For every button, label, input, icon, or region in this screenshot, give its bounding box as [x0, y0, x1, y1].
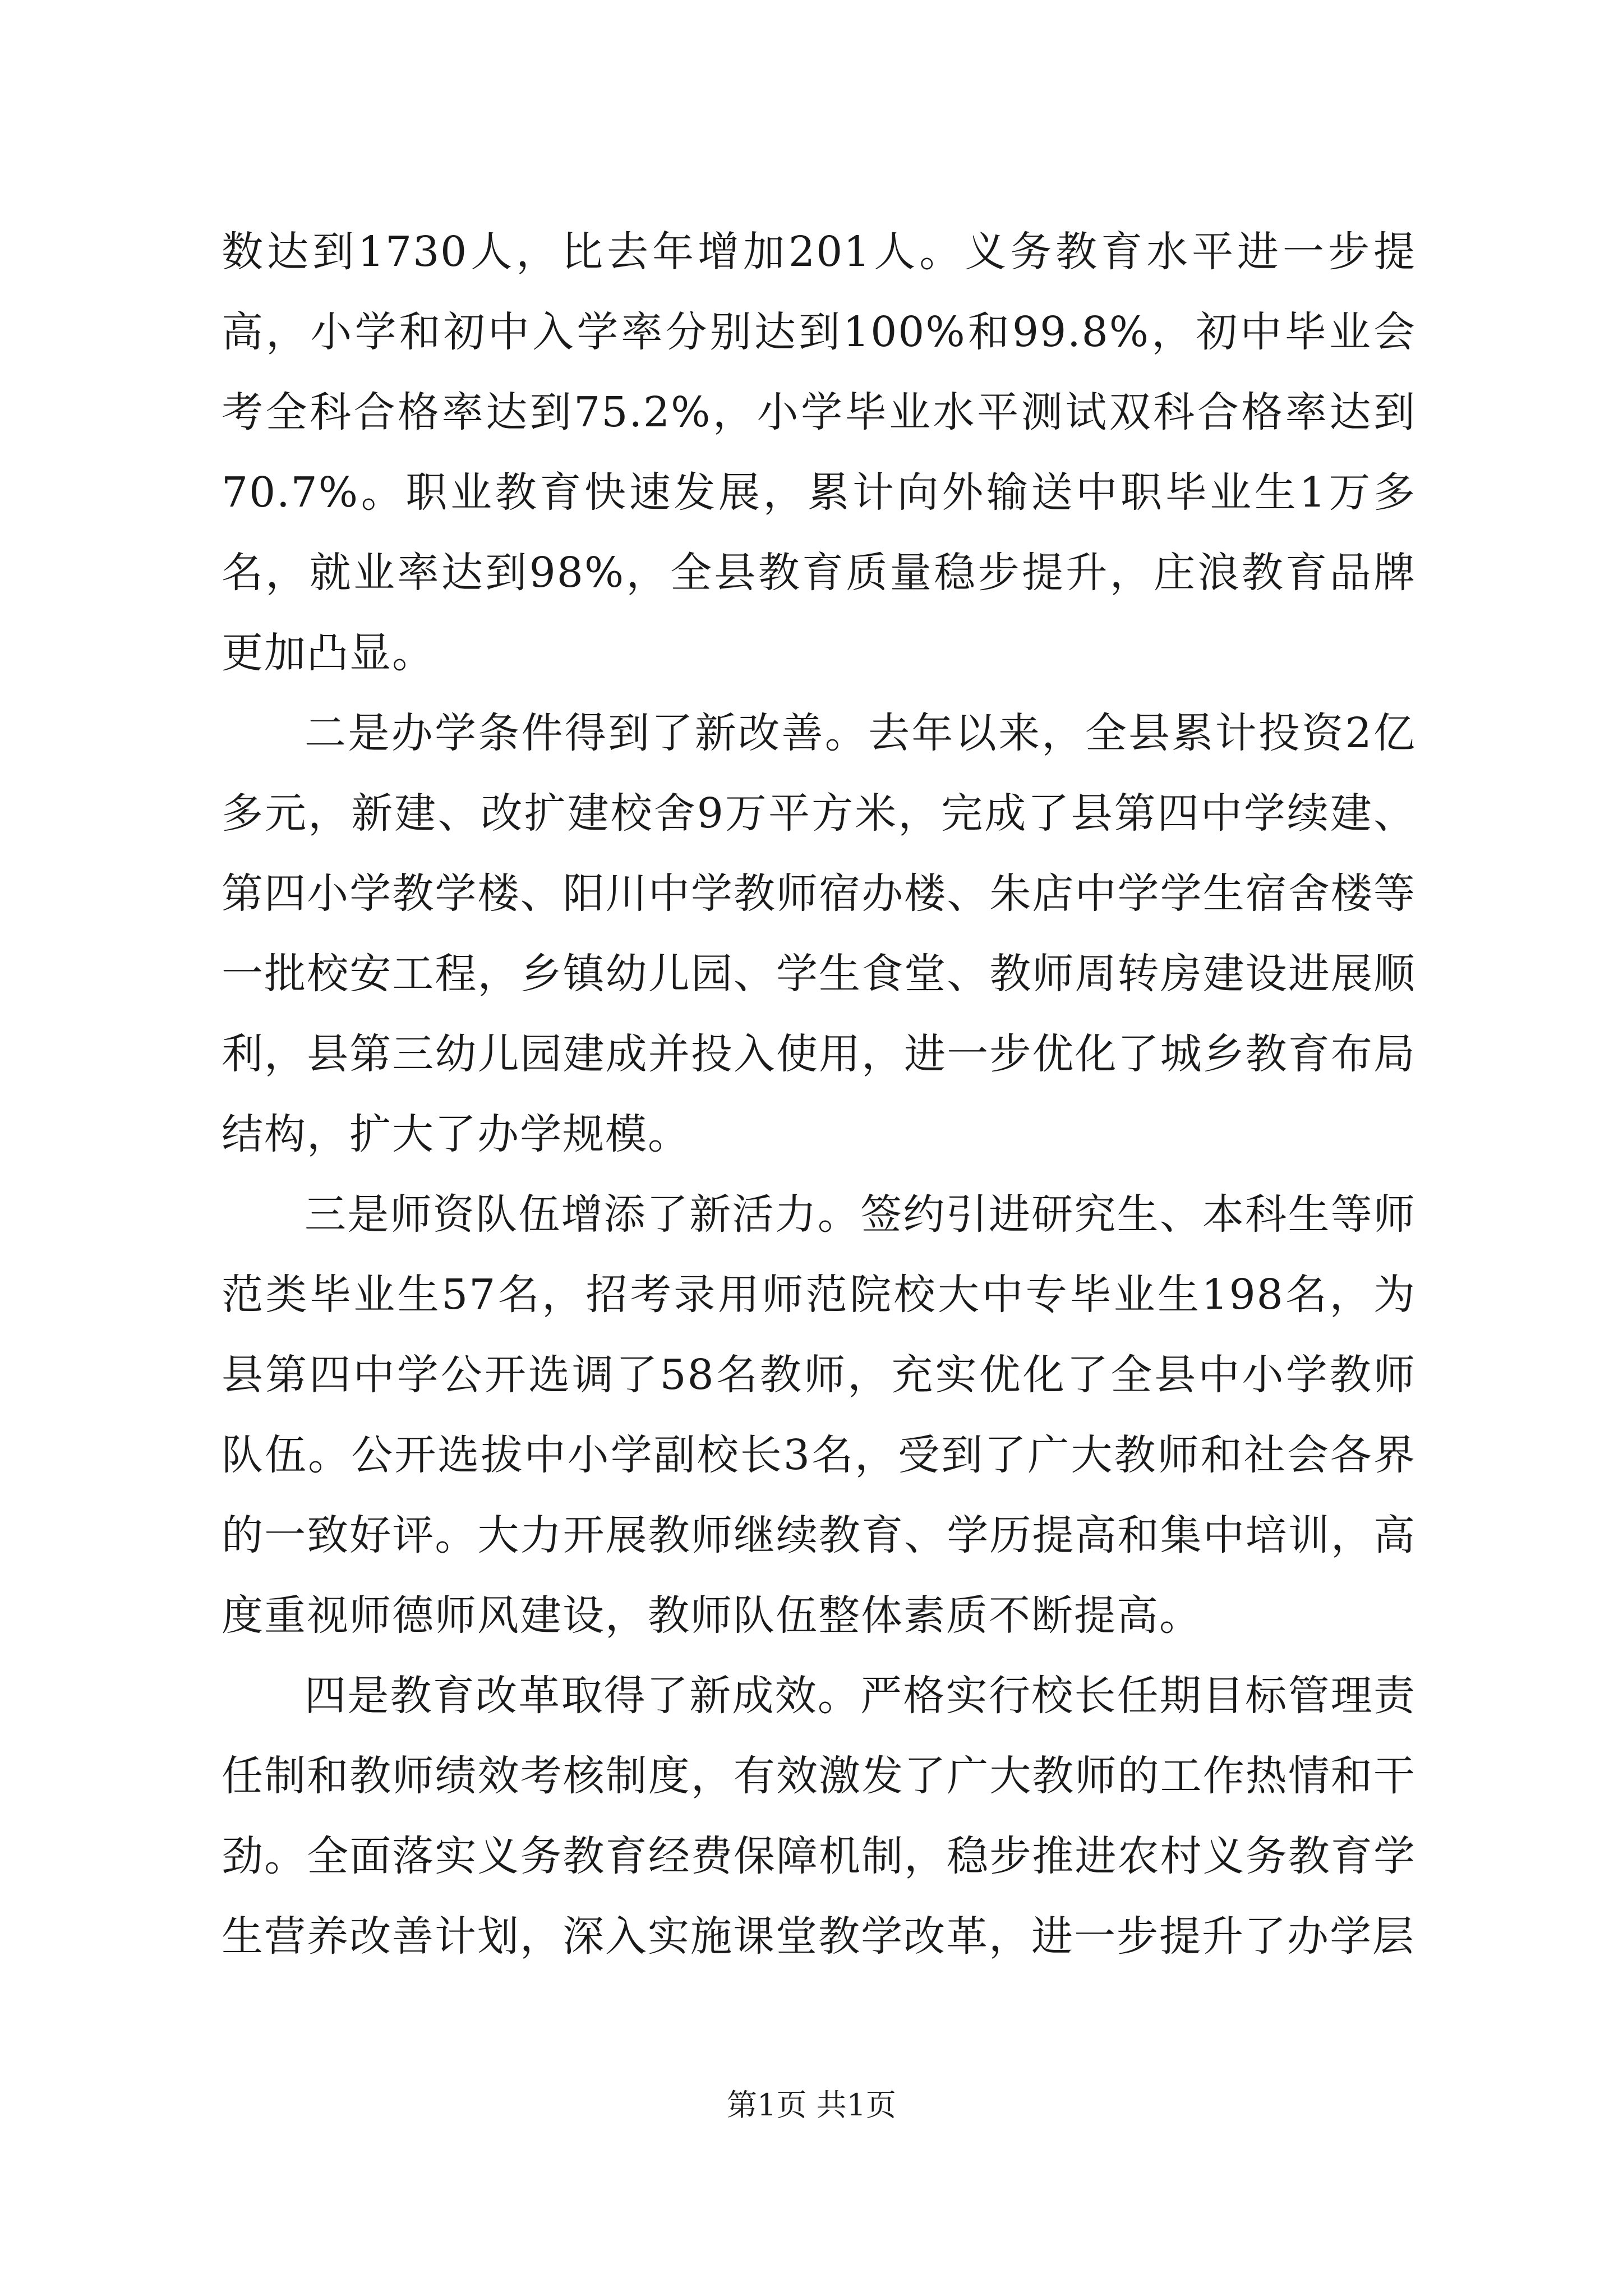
page-footer: 第1页 共1页	[727, 2087, 896, 2123]
document-body	[222, 212, 1416, 1977]
paragraph-4: 四是教育改革取得了新成效。严格实行校长任期目标管理责任制和教师绩效考核制度，有效激发了广大教师的工作热情和干劲。全面落实义务教育经费保障机制，稳步推进农村义务教育学生营养改善计划，深入实施课堂教学改革，进一步提升了办学层	[222, 1672, 1416, 1961]
paragraph-3: 三是师资队伍增添了新活力。签约引进研究生、本科生等师范类毕业生57名，招考录用师范院校大中专毕业生198名，为县第四中学公开选调了58名教师，充实优化了全县中小学教师队伍。公开选拔中小学副校长3名，受到了广大教师和社会各界的一致好评。大力开展教师继续教育、学历提高和集中培训，高度重视师德师风建设，教师队伍整体素质不断提高。	[222, 1190, 1416, 1640]
paragraph-2: 二是办学条件得到了新改善。去年以来，全县累计投资2亿多元，新建、改扩建校舍9万平方米，完成了县第四中学续建、第四小学教学楼、阳川中学教师宿办楼、朱店中学学生宿舍楼等一批校安工程，乡镇幼儿园、学生食堂、教师周转房建设进展顺利，县第三幼儿园建成并投入使用，进一步优化了城乡教育布局结构，扩大了办学规模。	[222, 709, 1416, 1158]
paragraph-1: 数达到1730人，比去年增加201人。义务教育水平进一步提高，小学和初中入学率分别达到100%和99.8%，初中毕业会考全科合格率达到75.2%，小学毕业水平测试双科合格率达到70.7%。职业教育快速发展，累计向外输送中职毕业生1万多名，就业率达到98%，全县教育质量稳步提升，庄浪教育品牌更加凸显。	[222, 228, 1416, 677]
